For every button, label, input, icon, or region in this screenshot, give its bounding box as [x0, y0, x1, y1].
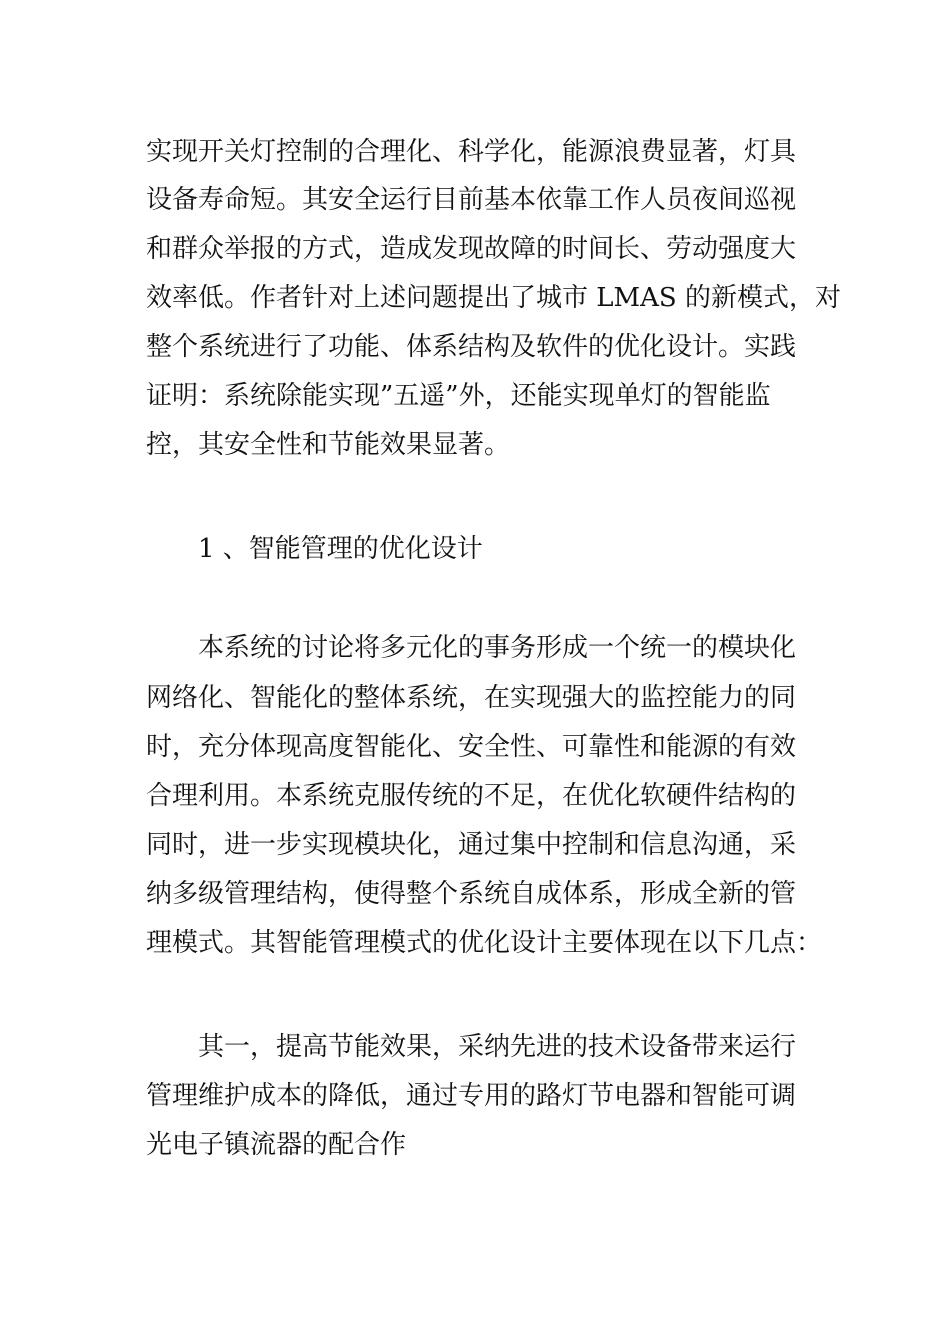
text-line: 光电子镇流器的配合作	[146, 1130, 407, 1160]
text-line: 理模式。其智能管理模式的优化设计主要体现在以下几点：	[146, 928, 823, 958]
text-line: 管理维护成本的降低，通过专用的路灯节电器和智能可调	[146, 1081, 797, 1111]
text-line: 实现开关灯控制的合理化、科学化，能源浪费显著，灯具	[146, 137, 797, 167]
text-line: 控，其安全性和节能效果显著。	[146, 430, 511, 460]
text-line: 本系统的讨论将多元化的事务形成一个统一的模块化	[198, 633, 797, 663]
text-line: 网络化、智能化的整体系统，在实现强大的监控能力的同	[146, 683, 797, 713]
text-line: 合理利用。本系统克服传统的不足，在优化软硬件结构的	[146, 781, 797, 811]
text-line: 时，充分体现高度智能化、安全性、可靠性和能源的有效	[146, 732, 797, 762]
text-line: 整个系统进行了功能、体系结构及软件的优化设计。实践	[146, 332, 797, 362]
text-line: 效率低。作者针对上述问题提出了城市 LMAS 的新模式，对	[146, 283, 842, 313]
text-line: 和群众举报的方式，造成发现故障的时间长、劳动强度大	[146, 234, 797, 264]
text-line: 其一，提高节能效果，采纳先进的技术设备带来运行	[198, 1032, 797, 1062]
text-line: 设备寿命短。其安全运行目前基本依靠工作人员夜间巡视	[146, 185, 797, 215]
text-line: 同时，进一步实现模块化，通过集中控制和信息沟通，采	[146, 830, 797, 860]
section-heading: 1 、智能管理的优化设计	[198, 534, 483, 564]
text-line: 纳多级管理结构，使得整个系统自成体系，形成全新的管	[146, 879, 797, 909]
text-line: 证明：系统除能实现”五遥”外，还能实现单灯的智能监	[146, 381, 771, 411]
